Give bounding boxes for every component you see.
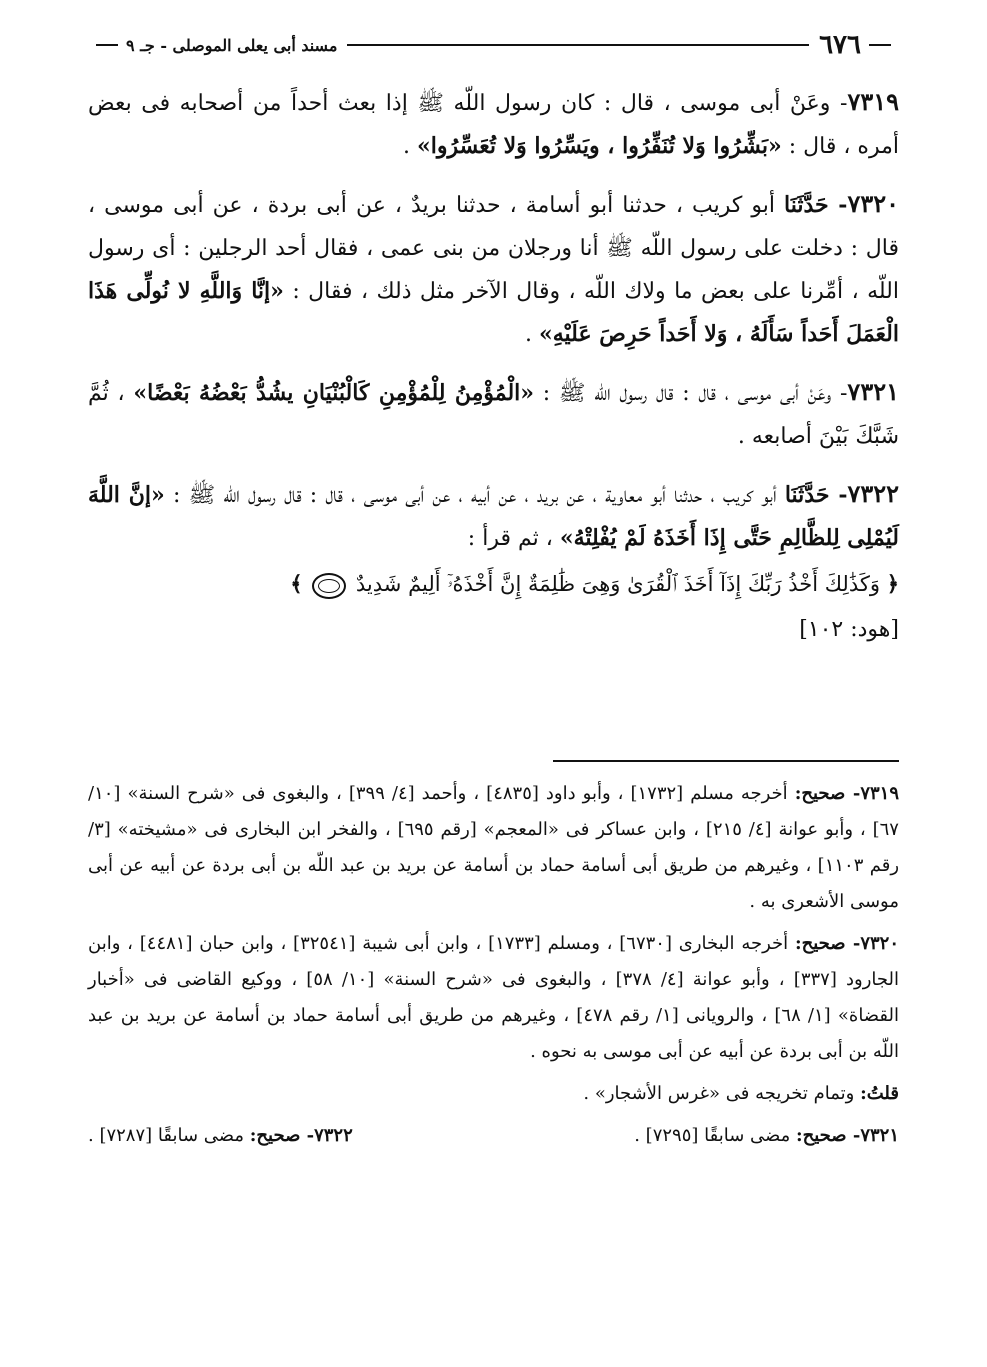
footnote-number: ٧٣١٩ <box>860 783 899 804</box>
hadith-quote: «إنَّ اللَّهَ لَيُمْلِى لِلظَّالِمِ حَتَّى إِذَا أَخَذَهُ لَمْ يُفْلِتْهُ» <box>88 482 899 551</box>
hadith-quote: «بَشِّرُوا وَلا تُنَفِّرُوا ، ويَسِّرُوا وَلا تُعَسِّرُوا» <box>416 133 782 159</box>
footnote-text: أخرجه البخارى [٦٧٣٠] ، ومسلم [١٧٣٣] ، وابن أبى شيبة [٣٢٥٤١] ، وابن حبان [٤٤٨١] ، وابن الجارود [٣٣٧] ، وأبو عوانة [٤/ ٣٧٨] ، والبغوى فى «شرح السنة» [١٠/ ٥٨] ، ووكيع القاضى فى «أخبار القضاة» [١/ ٦٨] ، والرويانى [١/ رقم ٤٧٨] ، وغيرهم من طريق أبى أسامة حماد بن أسامة عن بريد بن عبد اللّه بن أبى بردة عن أبيه عن أبى موسى به نحوه . <box>88 933 900 1062</box>
hadith-closing: . <box>402 134 417 159</box>
isnad-keyword: - حَدَّثَنَا <box>783 192 848 218</box>
hadith-7319 <box>88 80 899 168</box>
hadith-closing: ، ثم قرأ : <box>467 526 560 551</box>
header-rule-short <box>869 44 891 46</box>
hadith-7322 <box>88 472 899 651</box>
running-title: مسند أبى يعلى الموصلى - جـ ٩ <box>126 35 338 55</box>
hadith-opening: - وعَنْ أبى موسى ، قال : قال رسول اللّه ﷺ : <box>534 381 848 406</box>
quran-text: وَكَذَٰلِكَ أَخْذُ رَبِّكَ إِذَآ أَخَذَ ٱلْقُرَىٰ وَهِىَ ظَٰلِمَةٌ إِنَّ أَخْذَهُۥٓ أَلِيمٌ شَدِيدٌ <box>355 572 880 596</box>
footnote-number: ٧٣٢١ <box>860 1125 899 1146</box>
hadith-text <box>88 80 899 665</box>
footnote-separator <box>553 760 899 762</box>
footnote-text: أخرجه مسلم [١٧٣٢] ، وأبو داود [٤٨٣٥] ، وأحمد [٤/ ٣٩٩] ، والبغوى فى «شرح السنة» [١٠/ ٦٧] ، وأبو عوانة [٤/ ٢١٥] ، وابن عساكر فى «المعجم» [رقم ٦٩٥] ، والفخر ابن البخارى فى «مشيخته» [٣/ رقم ١١٠٣] ، وغيرهم من طريق أبى أسامة حماد بن أسامة عن بريد بن عبد اللّه بن أبى بردة عن أبيه عن أبى موسى الأشعرى به . <box>88 783 900 912</box>
running-header <box>88 28 899 62</box>
footnote-7321 <box>634 1118 899 1154</box>
hadith-opening: أبو كريب ، حدثنا أبو معاوية ، عن بريد ، عن أبيه ، عن أبى موسى ، قال : قال رسول اللّه ﷺ : <box>164 483 785 508</box>
quran-open-bracket: ﴿ <box>886 571 899 596</box>
isnad-keyword: - حَدَّثَنَا <box>784 482 848 508</box>
footnote-number: ٧٣٢٠ <box>860 933 899 954</box>
header-rule-short <box>96 44 118 46</box>
footnote-grade: - صحيح: <box>795 1125 861 1146</box>
hadith-quote: «إنَّا وَاللَّهِ لا نُولِّى هَذَا الْعَمَلَ أَحَداً سَأَلَهُ ، وَلا أَحَداً حَرِصَ عَلَيْهِ» <box>88 278 899 347</box>
hadith-closing: . <box>524 322 539 347</box>
hadith-opening: أبو كريب ، حدثنا أبو أسامة ، حدثنا بريدٌ ، عن أبى بردة ، عن أبى موسى ، قال : دخلت على رسول اللّه ﷺ أنا ورجلان من بنى عمى ، فقال أحد الرجلين : أى رسول اللّه ، أمِّرنا على بعض ما ولاك اللّه ، وقال الآخر مثل ذلك ، فقال : <box>88 193 899 304</box>
editor-remark-text: وتمام تخريجه فى «غرس الأشجار» . <box>583 1083 861 1104</box>
page-number: ٦٧٦ <box>819 30 861 60</box>
footnote-editor-remark <box>88 1076 899 1112</box>
footnote-7320 <box>88 926 899 1070</box>
footnote-grade: - صحيح: <box>794 933 861 954</box>
hadith-quote: «الْمُؤْمِنُ لِلْمُؤْمِنِ كَالْبُنْيَانِ يشُدُّ بَعْضُهُ بَعْضًا» <box>133 380 535 406</box>
footnote-pair <box>88 1118 899 1154</box>
hadith-opening: - وعَنْ أبى موسى ، قال : كان رسول اللّه ﷺ إذا بعث أحداً من أصحابه فى بعض أمره ، قال : <box>88 91 899 159</box>
footnote-grade: - صحيح: <box>249 1125 315 1146</box>
footnote-text: مضى سابقًا [٧٢٩٥] . <box>634 1125 796 1146</box>
quran-close-bracket: ﴾ <box>290 571 303 596</box>
ayah-end-icon <box>312 573 346 599</box>
header-rule <box>347 44 809 46</box>
footnote-grade: - صحيح: <box>794 783 861 804</box>
footnote-number: ٧٣٢٢ <box>314 1125 353 1146</box>
footnote-text: مضى سابقًا [٧٢٨٧] . <box>88 1125 250 1146</box>
hadith-7320 <box>88 182 899 356</box>
footnote-7322 <box>88 1118 353 1154</box>
hadith-number: ٧٣٢٠ <box>847 189 899 218</box>
hadith-number: ٧٣١٩ <box>847 87 899 116</box>
footnotes <box>88 776 899 1154</box>
hadith-7321 <box>88 370 899 458</box>
hadith-number: ٧٣٢٢ <box>847 479 900 508</box>
hadith-closing: ، ثُمَّ شَبَّكَ بَيْنَ أصابعه . <box>88 381 899 449</box>
quran-reference: [هود: ١٠٢] <box>799 617 899 642</box>
quran-verse <box>88 562 899 606</box>
editor-remark-label: قلتُ: <box>860 1083 899 1104</box>
footnote-7319 <box>88 776 899 920</box>
hadith-number: ٧٣٢١ <box>847 377 899 406</box>
